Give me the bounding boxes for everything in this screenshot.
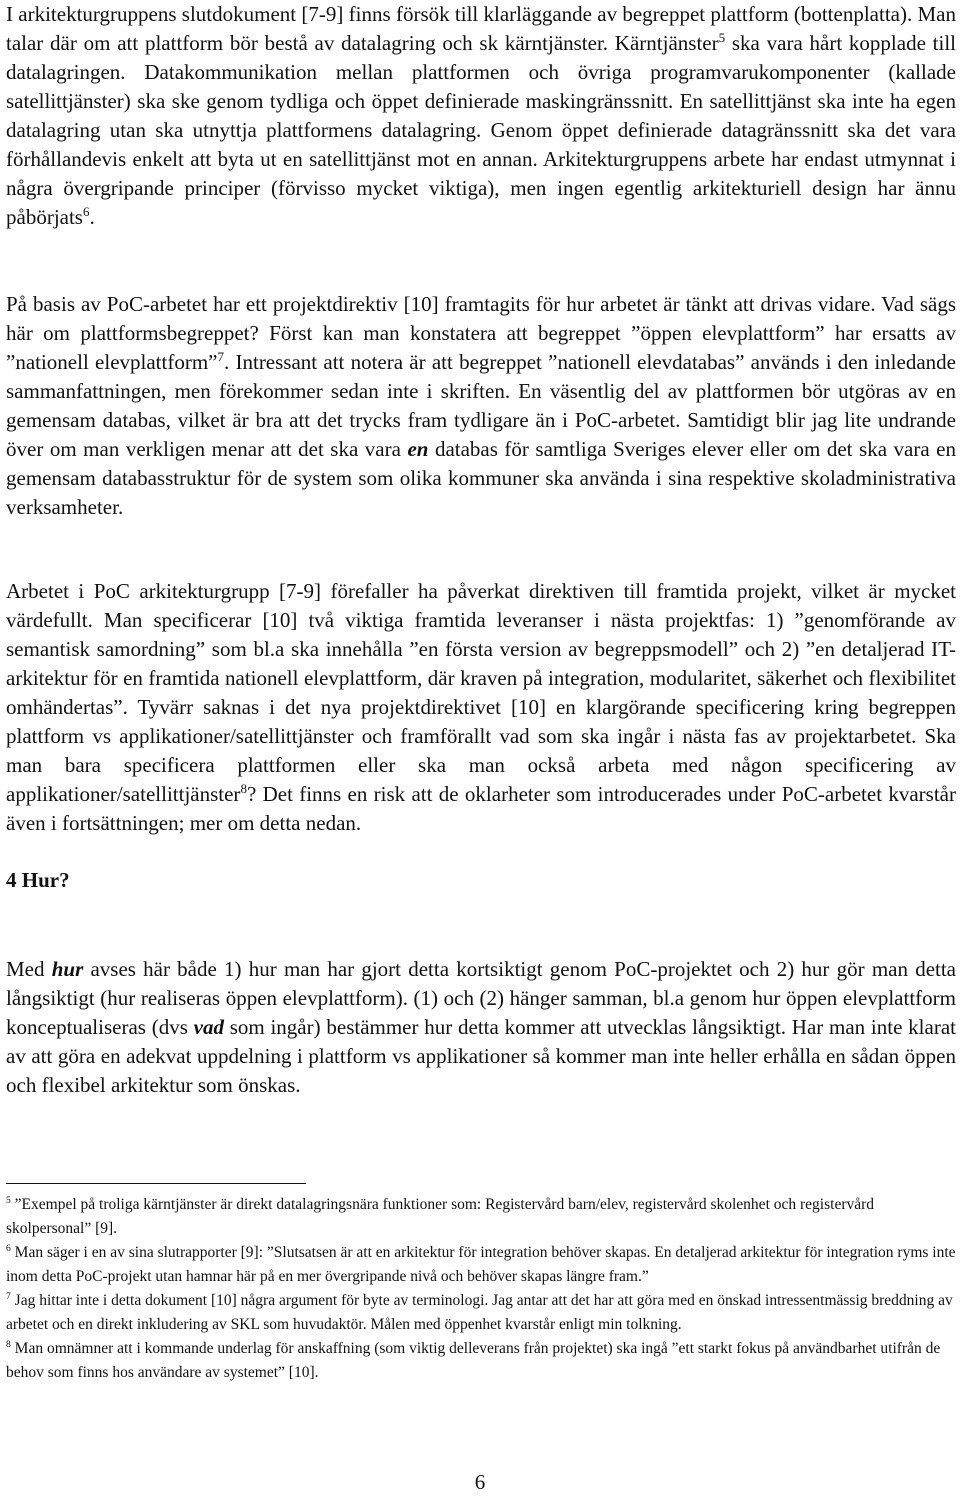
text-run: avses här både 1) hur man har gjort detta kortsiktigt genom PoC-projektet och 2) hur gör man detta långsiktigt (hur realiseras öppen elevplattform). (1) och (2) hänger samman, bl.a genom hur öppen elevplattform konceptualiseras (dvs xyxy=(6,957,957,1039)
body-paragraph-2 xyxy=(6,290,956,522)
footnote-ref-6[interactable]: 6 xyxy=(82,204,90,219)
text-run: som ingår) bestämmer hur detta kommer att utvecklas långsiktigt. Har man inte klarat av att göra en adekvat uppdelning i plattform vs applikationer så kommer man inte heller erhålla en sådan öppen och flexibel arkitektur som önskas. xyxy=(6,1015,956,1097)
footnote-7 xyxy=(6,1289,956,1337)
footnote-5 xyxy=(6,1193,956,1241)
footnote-ref-8[interactable]: 8 xyxy=(240,781,247,796)
footnote-number: 7 xyxy=(6,1290,11,1302)
footnote-text: Jag hittar inte i detta dokument [10] några argument för byte av terminologi. Jag antar att det har att göra med en önskad intressentmässig breddning av arbetet och en direkt inkludering av SKL som huvudaktör. Målen med öppenhet kvarstår enligt min tolkning. xyxy=(6,1292,953,1333)
footnote-ref-5[interactable]: 5 xyxy=(718,30,726,45)
emphasis-hur: hur xyxy=(51,957,84,981)
footnotes xyxy=(6,1193,956,1385)
text-run: I arkitekturgruppens slutdokument [7-9] finns försök till klarläggande av begreppet plattform (bottenplatta). Man talar där om att plattform bör bestå av datalagring och sk kärntjänster. Kärntjänster xyxy=(6,2,956,55)
body-paragraph-3 xyxy=(6,577,956,838)
emphasis-vad: vad xyxy=(193,1015,224,1039)
footnote-8 xyxy=(6,1337,956,1385)
section-heading: 4 Hur? xyxy=(6,868,70,892)
footnote-separator xyxy=(6,1183,306,1184)
footnote-6 xyxy=(6,1241,956,1289)
page-number: 6 xyxy=(474,1470,486,1494)
text-run: . xyxy=(89,205,95,229)
footnote-number: 8 xyxy=(6,1338,11,1350)
text-run: Med xyxy=(6,957,52,981)
footnote-number: 6 xyxy=(6,1242,11,1254)
footnote-text: Man säger i en av sina slutrapporter [9]: ”Slutsatsen är att en arkitektur för integration behöver skapas. En detaljerad arkitektur för integration ryms inte inom detta PoC-projekt utan hamnar här på en mer övergripande nivå och behöver skapas längre fram.” xyxy=(6,1244,956,1285)
footnote-number: 5 xyxy=(6,1194,11,1206)
footnote-text: Man omnämner att i kommande underlag för anskaffning (som viktig delleverans från projektet) ska ingå ”ett starkt fokus på användbarhet utifrån de behov som finns hos användare av systemet” [10]. xyxy=(6,1340,941,1381)
body-paragraph-1 xyxy=(6,0,956,232)
text-run: databas för samtliga Sveriges elever eller om det ska vara en gemensam databasstruktur för de system som olika kommuner ska använda i sina respektive skoladministrativa verksamheter. xyxy=(6,437,956,519)
body-paragraph-4 xyxy=(6,955,956,1100)
footnote-ref-7[interactable]: 7 xyxy=(217,349,224,364)
text-run: . Intressant att notera är att begreppet ”nationell elevdatabas” används i den inledande sammanfattningen, men förekommer sedan inte i skriften. En väsentlig del av plattformen bör utgöras av en gemensam databas, vilket är bra att det trycks fram tydligare än i PoC-arbetet. Samtidigt blir jag lite undrande över om man verkligen menar att det ska vara xyxy=(6,350,956,461)
text-run: På basis av PoC-arbetet har ett projektdirektiv [10] framtagits för hur arbetet är tänkt att drivas vidare. Vad sägs här om plattformsbegreppet? Först kan man konstatera att begreppet ”öppen elevplattform” har ersatts av ”nationell elevplattform” xyxy=(6,292,956,374)
text-run: ? Det finns en risk att de oklarheter som introducerades under PoC-arbetet kvarstår även i fortsättningen; mer om detta nedan. xyxy=(6,782,956,835)
footnote-text: ”Exempel på troliga kärntjänster är direkt datalagringsnära funktioner som: Registervård barn/elev, registervård skolenhet och registervård skolpersonal” [9]. xyxy=(6,1196,875,1237)
emphasis-en: en xyxy=(407,437,429,461)
text-run: ska vara hårt kopplade till datalagringen. Datakommunikation mellan plattformen och övriga programvarukomponenter (kallade satellittjänster) ska ske genom tydliga och öppet definierade maskingränssnitt. En satellittjänst ska inte ha egen datalagring utan ska utnyttja plattformens datalagring. Genom öppet definierade datagränssnitt ska det vara förhållandevis enkelt att byta ut en satellittjänst mot en annan. Arkitekturgruppens arbete har endast utmynnat i några övergripande principer (förvisso mycket viktiga), men ingen egentlig arkitekturiell design har ännu påbörjats xyxy=(6,31,957,229)
text-run: Arbetet i PoC arkitekturgrupp [7-9] förefaller ha påverkat direktiven till framtida projekt, vilket är mycket värdefullt. Man specificerar [10] två viktiga framtida leveranser i nästa projektfas: 1) ”genomförande av semantisk samordning” som bl.a ska innehålla ”en första version av begreppsmodell” och 2) ”en detaljerad IT-arkitektur för en framtida nationell elevplattform, där kraven på integration, modularitet, säkerhet och flexibilitet omhändertas”. Tyvärr saknas i det nya projektdirektivet [10] en klargörande specificering kring begreppen plattform vs applikationer/satellittjänster och framförallt vad som ska ingår i nästa fas av projektarbetet. Ska man bara specificera plattformen eller ska man också arbeta med någon specificering av applikationer/satellittjänster xyxy=(6,579,956,806)
